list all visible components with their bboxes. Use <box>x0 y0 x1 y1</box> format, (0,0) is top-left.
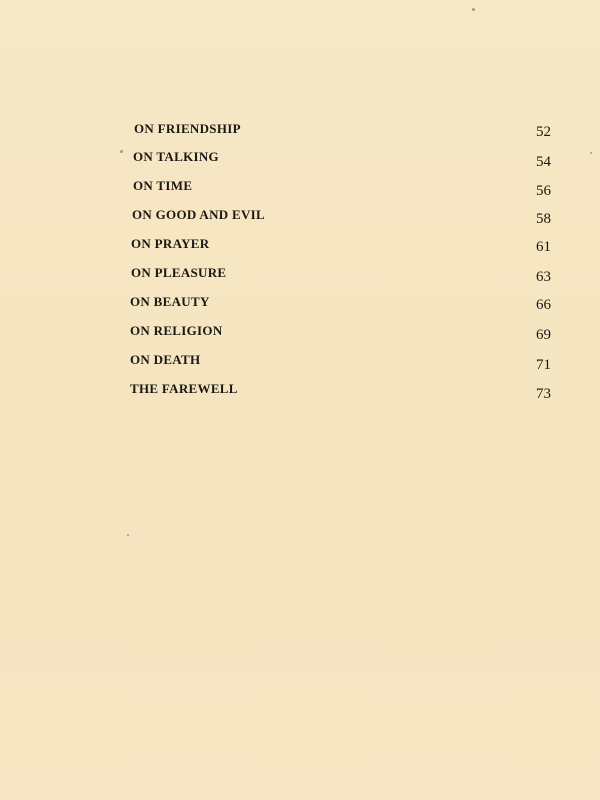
toc-entry-page: 54 <box>536 154 551 170</box>
toc-entry-title: ON PLEASURE <box>131 265 227 280</box>
toc-entry-title: ON TALKING <box>133 149 219 164</box>
toc-entry <box>0 323 600 345</box>
toc-entry-title: ON RELIGION <box>130 323 223 338</box>
paper-speck <box>472 8 475 11</box>
toc-entry-page: 66 <box>536 297 551 313</box>
paper-speck <box>127 534 129 536</box>
toc-entry-page: 71 <box>536 357 551 373</box>
toc-entry-page: 73 <box>536 386 551 402</box>
toc-entry-title: ON TIME <box>133 178 193 193</box>
toc-entry <box>0 381 600 403</box>
toc-entry-title: THE FAREWELL <box>130 381 238 396</box>
toc-entry-page: 61 <box>536 239 551 255</box>
toc-entry <box>0 265 600 287</box>
toc-entry-title: ON FRIENDSHIP <box>134 121 241 136</box>
toc-entry <box>0 294 600 316</box>
toc-entry <box>0 121 600 143</box>
toc-entry-page: 58 <box>536 211 551 227</box>
toc-entry-title: ON GOOD AND EVIL <box>132 207 266 222</box>
toc-entry <box>0 178 600 200</box>
toc-entry <box>0 149 600 171</box>
toc-entry <box>0 352 600 374</box>
toc-entry <box>0 207 600 229</box>
toc-entry-page: 69 <box>536 327 551 343</box>
toc-entry <box>0 236 600 258</box>
toc-entry-title: ON DEATH <box>130 352 201 367</box>
toc-entry-page: 56 <box>536 183 551 199</box>
toc-entry-title: ON PRAYER <box>131 236 210 251</box>
toc-entry-title: ON BEAUTY <box>130 294 210 309</box>
paper-speck <box>120 150 123 153</box>
paper-speck <box>590 152 592 154</box>
toc-entry-page: 52 <box>536 124 551 140</box>
toc-entry-page: 63 <box>536 269 551 285</box>
